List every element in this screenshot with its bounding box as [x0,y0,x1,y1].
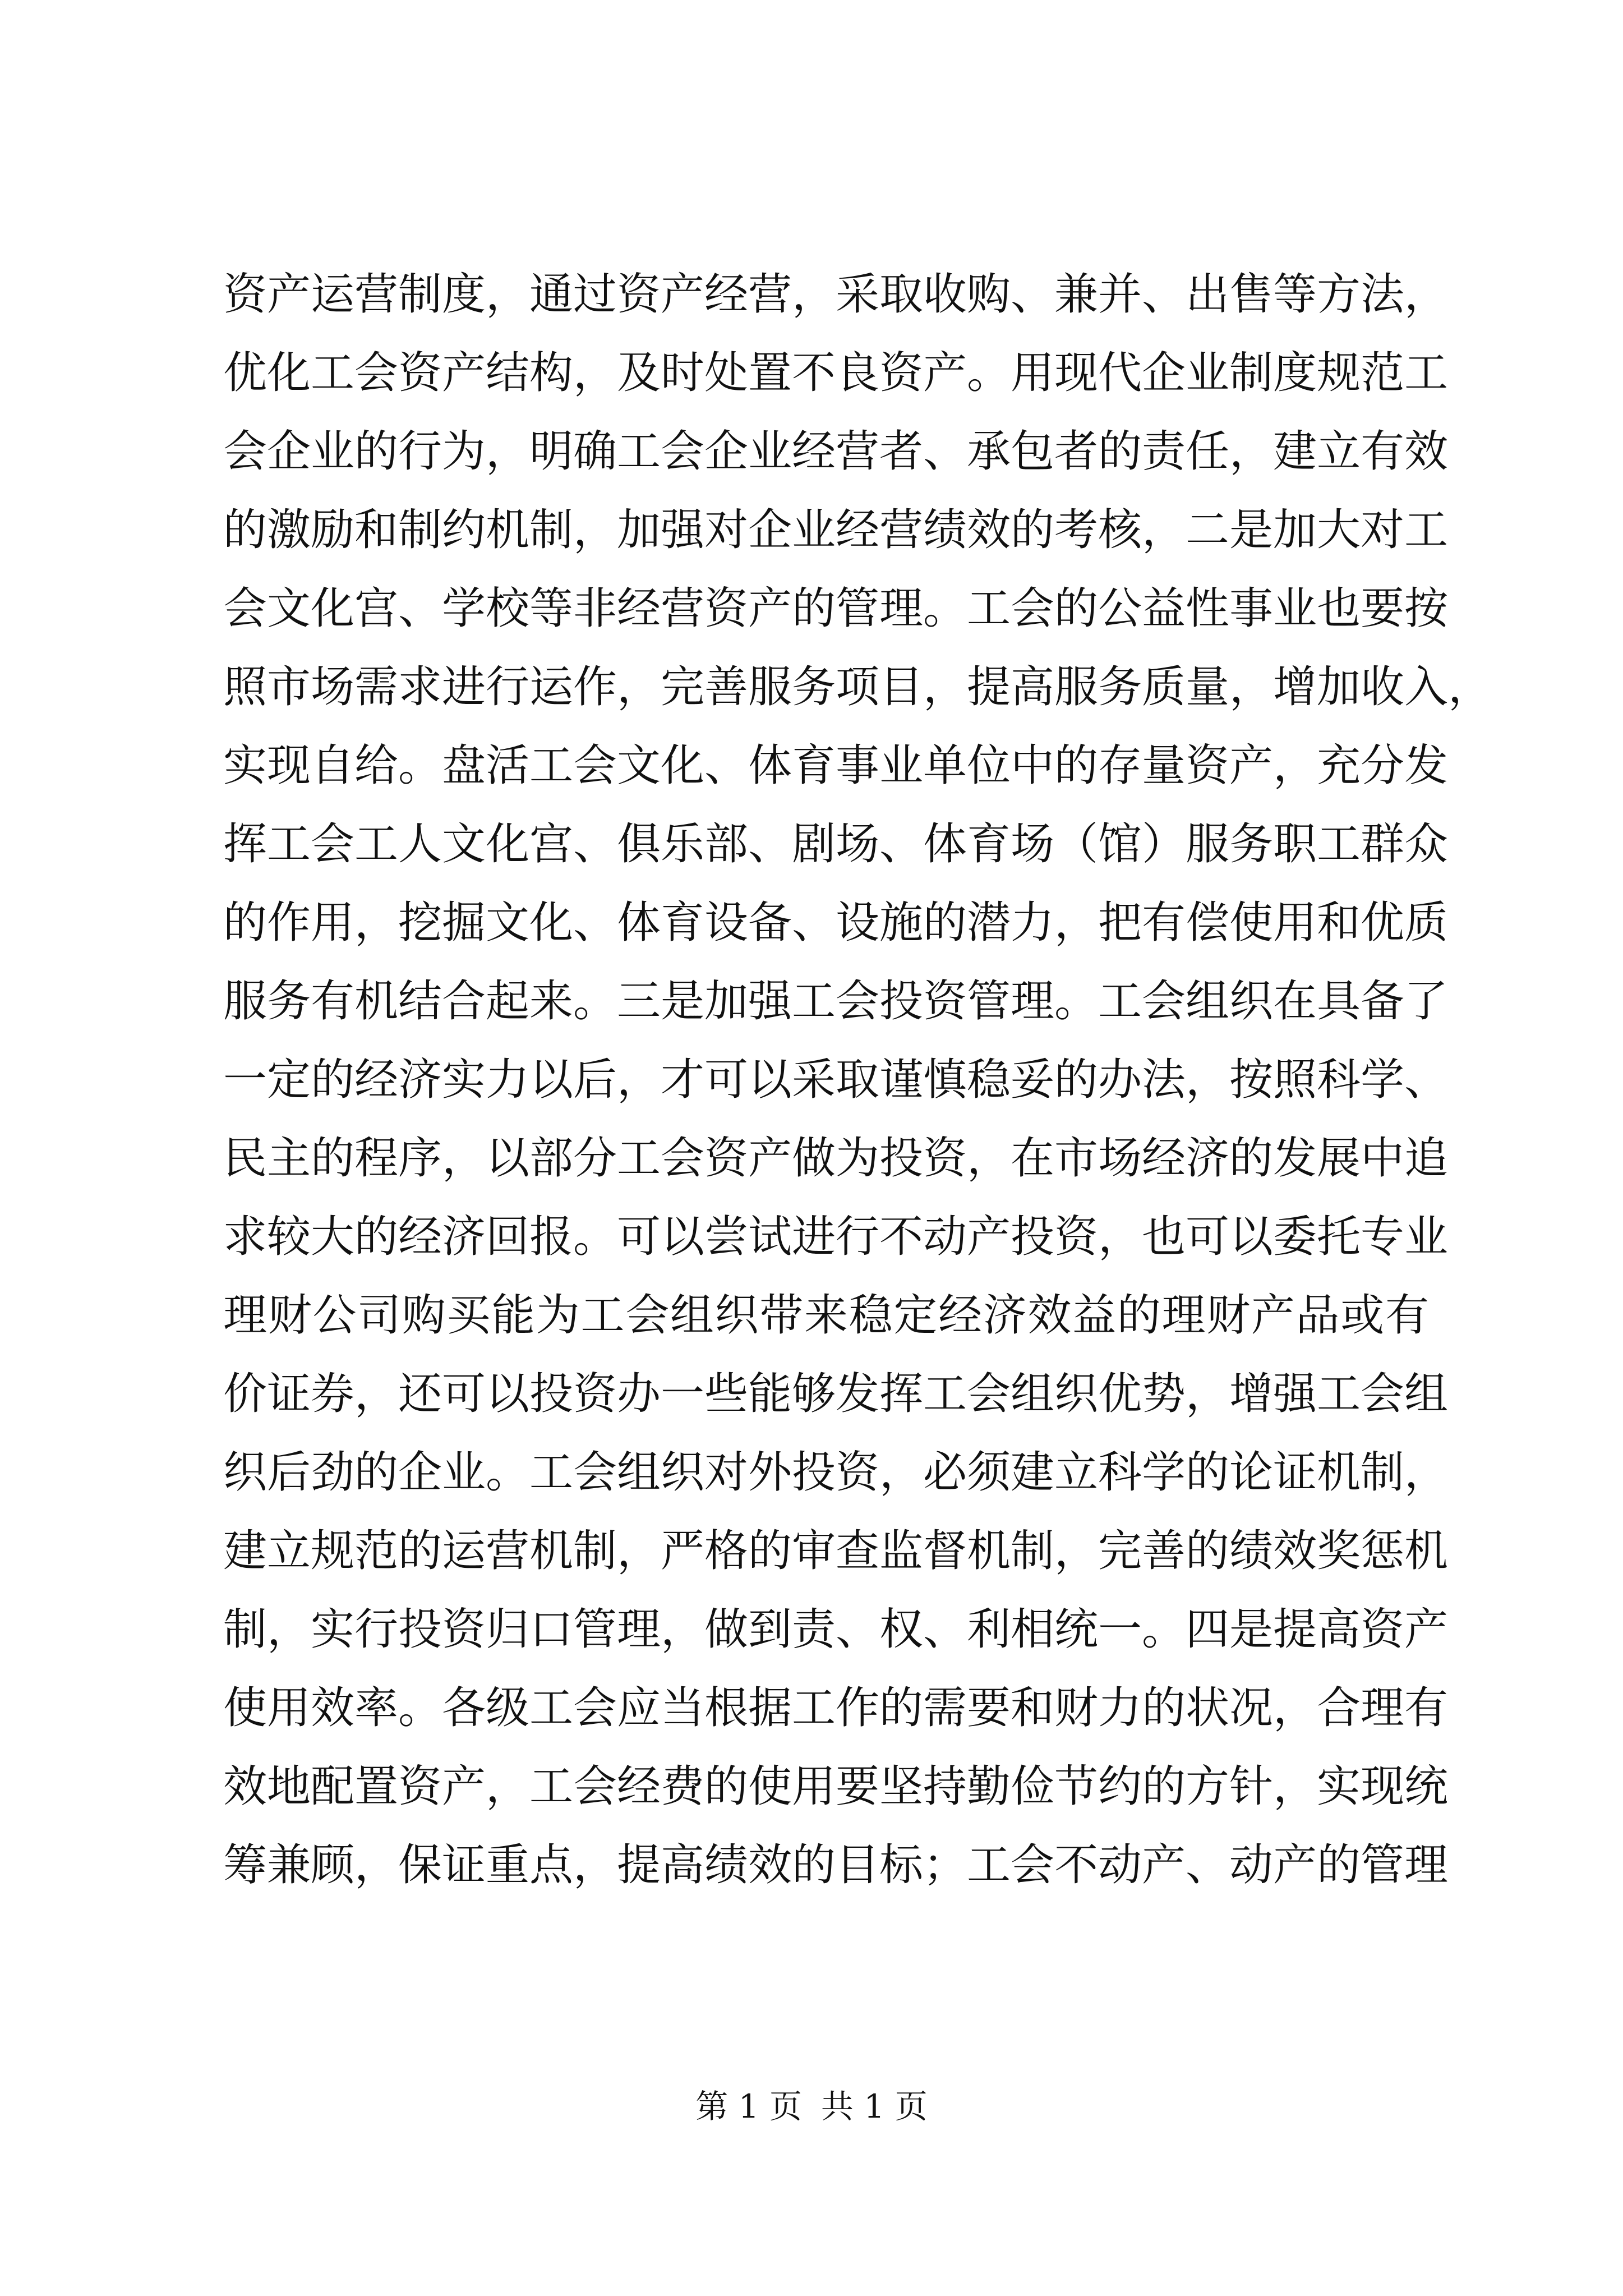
text-line: 民主的程序，以部分工会资产做为投资，在市场经济的发展中追 [223,1133,1449,1184]
text-line: 实现自给。盘活工会文化、体育事业单位中的存量资产，充分发 [223,740,1449,791]
text-line: 挥工会工人文化宫、俱乐部、剧场、体育场（馆）服务职工群众 [223,819,1449,869]
text-line: 会文化宫、学校等非经营资产的管理。工会的公益性事业也要按 [223,583,1449,634]
text-line: 优化工会资产结构，及时处置不良资产。用现代企业制度规范工 [223,348,1449,398]
text-line: 建立规范的运营机制，严格的审查监督机制，完善的绩效奖惩机 [223,1526,1449,1576]
text-line: 一定的经济实力以后，才可以采取谨慎稳妥的办法，按照科学、 [223,1055,1449,1105]
text-line: 的作用，挖掘文化、体育设备、设施的潜力，把有偿使用和优质 [223,898,1449,948]
text-line: 制，实行投资归口管理，做到责、权、利相统一。四是提高资产 [223,1604,1449,1655]
text-line: 的激励和制约机制，加强对企业经营绩效的考核，二是加大对工 [223,505,1449,555]
text-line: 效地配置资产，工会经费的使用要坚持勤俭节约的方针，实现统 [223,1761,1449,1812]
text-line: 服务有机结合起来。三是加强工会投资管理。工会组织在具备了 [223,976,1449,1027]
text-line: 资产运营制度，通过资产经营，采取收购、兼并、出售等方法， [223,269,1449,320]
text-line: 价证券，还可以投资办一些能够发挥工会组织优势，增强工会组 [223,1369,1449,1419]
text-line: 使用效率。各级工会应当根据工作的需要和财力的状况，合理有 [223,1683,1449,1733]
text-line: 织后劲的企业。工会组织对外投资，必须建立科学的论证机制， [223,1447,1449,1498]
page-footer [0,2084,1623,2129]
text-line: 理财公司购买能为工会组织带来稳定经济效益的理财产品或有 [223,1290,1429,1341]
text-line: 照市场需求进行运作，完善服务项目，提高服务质量，增加收入， [223,662,1492,712]
text-line: 求较大的经济回报。可以尝试进行不动产投资，也可以委托专业 [223,1212,1449,1262]
total-pages-label: 共 1 页 [821,2087,928,2125]
text-line: 筹兼顾，保证重点，提高绩效的目标；工会不动产、动产的管理 [223,1840,1449,1890]
page-number-label: 第 1 页 [695,2087,802,2125]
document-body [223,255,1492,1904]
text-line: 会企业的行为，明确工会企业经营者、承包者的责任，建立有效 [223,426,1449,477]
